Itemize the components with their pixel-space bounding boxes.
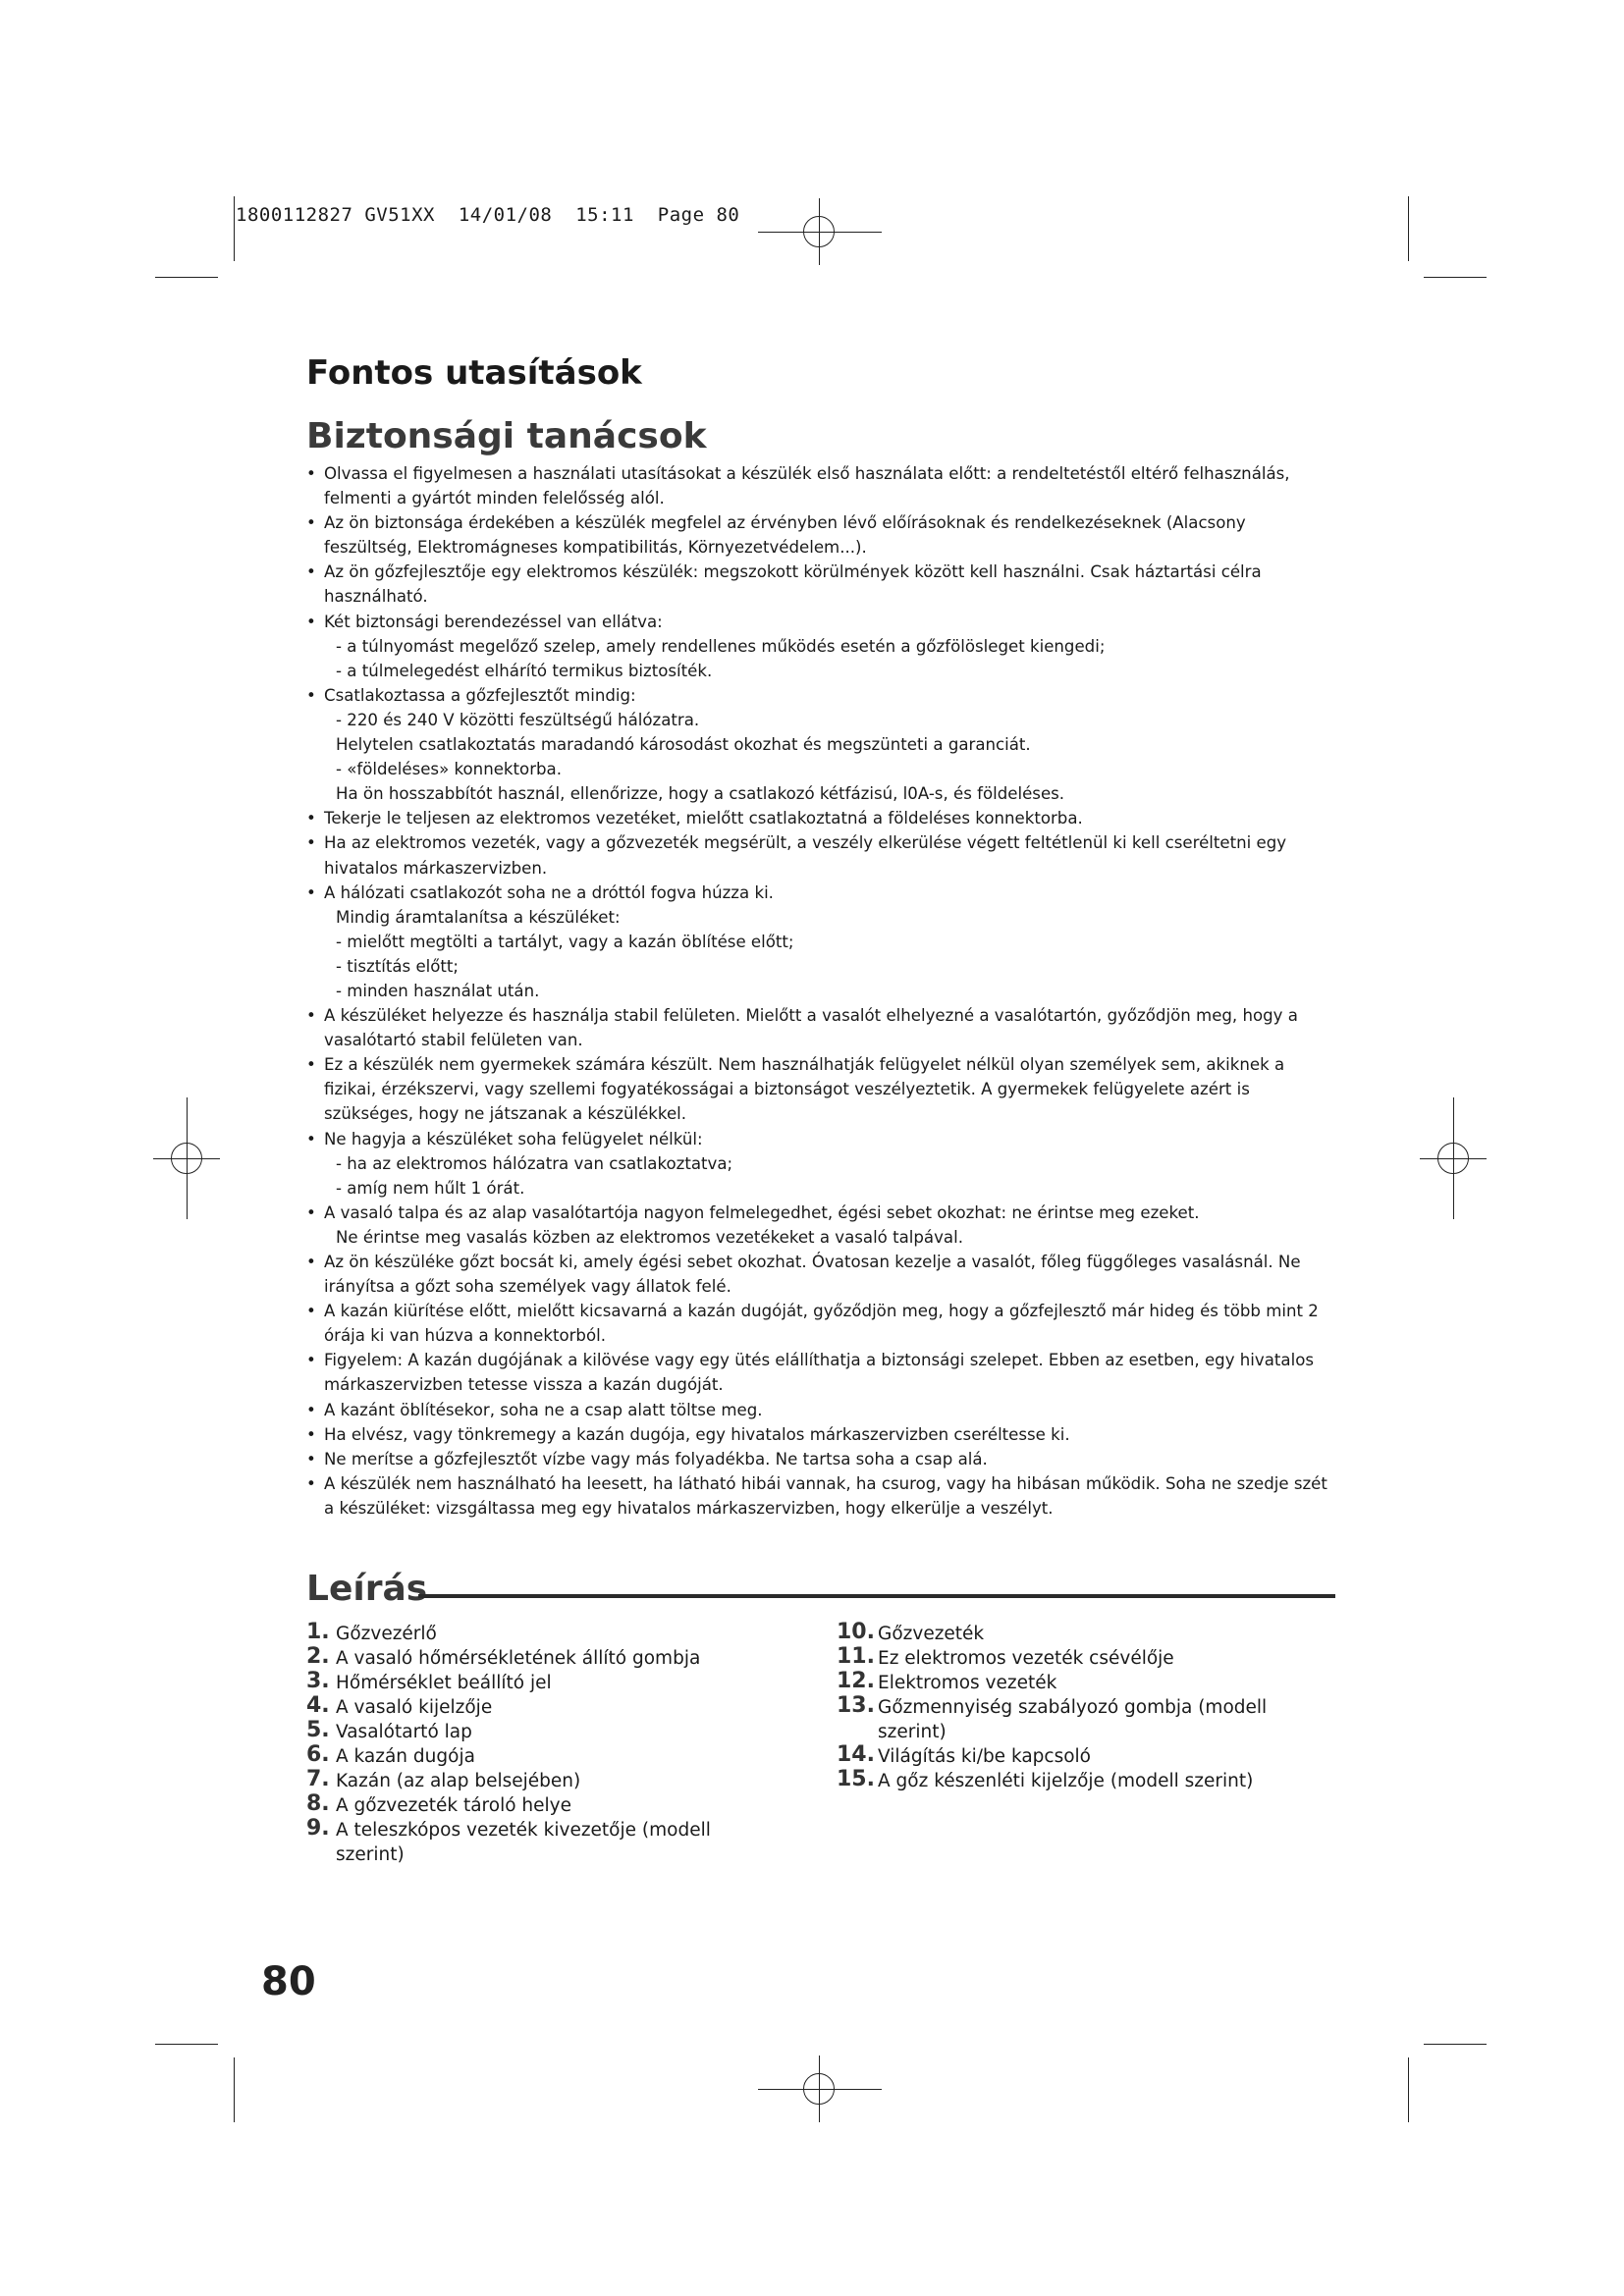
part-number: 7. bbox=[306, 1767, 330, 1791]
part-number: 5. bbox=[306, 1718, 330, 1742]
part-number: 14. bbox=[837, 1742, 875, 1767]
part-item bbox=[306, 1769, 746, 1793]
part-item bbox=[837, 1671, 1318, 1695]
crop-mark bbox=[234, 196, 235, 261]
safety-heading: Biztonsági tanácsok bbox=[306, 416, 707, 456]
part-item bbox=[837, 1744, 1318, 1769]
safety-bullet: • Figyelem: A kazán dugójának a kilövése vagy egy ütés elállíthatja a biztonsági szelepet. Ebben az esetben, egy hivatalos márkaszervizben tetesse vissza a kazán dugóját. bbox=[306, 1348, 1327, 1397]
safety-bullet: • Az ön készüléke gőzt bocsát ki, amely égési sebet okozhat. Óvatosan kezelje a vasalót, főleg függőleges vasalásnál. Ne irányítsa a gőzt soha személyek vagy állatok felé. bbox=[306, 1250, 1327, 1299]
safety-subline: - 220 és 240 V közötti feszültségű hálózatra. bbox=[336, 710, 700, 729]
description-header bbox=[306, 1569, 1337, 1618]
part-label: A vasaló kijelzője bbox=[336, 1697, 493, 1718]
crop-mark bbox=[1408, 2057, 1409, 2122]
safety-subline: Ne érintse meg vasalás közben az elektromos vezetékeket a vasaló talpával. bbox=[336, 1227, 963, 1247]
part-label: Gőzvezeték bbox=[878, 1624, 985, 1644]
safety-bullet: • Csatlakoztassa a gőzfejlesztőt mindig: bbox=[306, 683, 1327, 708]
crop-mark bbox=[155, 277, 218, 278]
safety-subline: - tisztítás előtt; bbox=[336, 956, 460, 976]
part-item bbox=[306, 1622, 746, 1646]
part-number: 4. bbox=[306, 1693, 330, 1718]
part-number: 1. bbox=[306, 1620, 330, 1644]
part-label: Hőmérséklet beállító jel bbox=[336, 1673, 552, 1693]
safety-bullet: • Két biztonsági berendezéssel van ellátva: bbox=[306, 610, 1327, 634]
part-item bbox=[306, 1720, 746, 1744]
part-number: 12. bbox=[837, 1669, 875, 1693]
print-slug: 1800112827 GV51XX 14/01/08 15:11 Page 80 bbox=[236, 204, 740, 226]
part-number: 11. bbox=[837, 1644, 875, 1669]
part-item bbox=[837, 1646, 1318, 1671]
safety-subline: - amíg nem hűlt 1 órát. bbox=[336, 1178, 525, 1198]
safety-subline: - mielőtt megtölti a tartályt, vagy a kazán öblítése előtt; bbox=[336, 932, 794, 951]
safety-bullet: • A készüléket helyezze és használja stabil felületen. Mielőtt a vasalót elhelyezné a vasalótartón, győződjön meg, hogy a vasalótartó stabil felületen van. bbox=[306, 1003, 1327, 1052]
safety-bullet: • A kazán kiürítése előtt, mielőtt kicsavarná a kazán dugóját, győződjön meg, hogy a gőzfejlesztő már hideg és több mint 2 órája ki van húzva a konnektorból. bbox=[306, 1299, 1327, 1348]
part-number: 15. bbox=[837, 1767, 875, 1791]
crop-mark bbox=[155, 2044, 218, 2045]
part-number: 8. bbox=[306, 1791, 330, 1816]
part-item bbox=[306, 1793, 746, 1818]
safety-subline: - a túlnyomást megelőző szelep, amely rendellenes működés esetén a gőzfölösleget kiengedi; bbox=[336, 636, 1106, 656]
safety-bullet: • A készülék nem használható ha leesett, ha látható hibái vannak, ha csurog, vagy ha hibásan működik. Soha ne szedje szét a készüléket: vizsgáltassa meg egy hivatalos márkaszervizben, hogy elkerülje a veszélyt. bbox=[306, 1471, 1327, 1521]
crop-mark bbox=[1424, 277, 1487, 278]
part-label: Ez elektromos vezeték csévélője bbox=[878, 1648, 1174, 1669]
part-item bbox=[837, 1695, 1318, 1744]
safety-subline: - ha az elektromos hálózatra van csatlakoztatva; bbox=[336, 1153, 733, 1173]
safety-subline: - «földeléses» konnektorba. bbox=[336, 760, 562, 779]
part-item bbox=[306, 1646, 746, 1671]
part-number: 3. bbox=[306, 1669, 330, 1693]
part-label: Gőzvezérlő bbox=[336, 1624, 437, 1644]
part-item bbox=[306, 1671, 746, 1695]
page-title: Fontos utasítások bbox=[306, 353, 642, 393]
safety-bullet: • Ha elvész, vagy tönkremegy a kazán dugója, egy hivatalos márkaszervizben cseréltesse ki. bbox=[306, 1422, 1327, 1447]
part-label: Világítás ki/be kapcsoló bbox=[878, 1746, 1092, 1767]
safety-subline: Helytelen csatlakoztatás maradandó károsodást okozhat és megszünteti a garanciát. bbox=[336, 735, 1031, 755]
part-number: 13. bbox=[837, 1693, 875, 1718]
part-label: A gőzvezeték tároló helye bbox=[336, 1795, 571, 1816]
description-heading: Leírás bbox=[306, 1569, 428, 1609]
part-item bbox=[306, 1744, 746, 1769]
part-label: A teleszkópos vezeték kivezetője (modell szerint) bbox=[336, 1820, 711, 1865]
part-label: Gőzmennyiség szabályozó gombja (modell szerint) bbox=[878, 1697, 1268, 1742]
safety-bullet: • A vasaló talpa és az alap vasalótartója nagyon felmelegedhet, égési sebet okozhat: ne érintse meg ezeket. bbox=[306, 1201, 1327, 1225]
safety-subline: Mindig áramtalanítsa a készüléket: bbox=[336, 907, 621, 927]
page-number: 80 bbox=[261, 1959, 316, 2004]
part-item bbox=[306, 1695, 746, 1720]
safety-bullet: • A kazánt öblítésekor, soha ne a csap alatt töltse meg. bbox=[306, 1398, 1327, 1422]
part-number: 2. bbox=[306, 1644, 330, 1669]
part-item bbox=[837, 1622, 1318, 1646]
safety-bullet: • Ez a készülék nem gyermekek számára készült. Nem használhatják felügyelet nélkül olyan személyek sem, akiknek a fizikai, érzékszervi, vagy szellemi fogyatékosságai a biztonságot veszélyeztetik. A gyermekek felügyelete azért is szükséges, hogy ne játszanak a készülékkel. bbox=[306, 1052, 1327, 1126]
part-number: 6. bbox=[306, 1742, 330, 1767]
crop-mark bbox=[1408, 196, 1409, 261]
safety-bullet: • Az ön gőzfejlesztője egy elektromos készülék: megszokott körülmények között kell használni. Csak háztartási célra használható. bbox=[306, 560, 1327, 609]
safety-bullet: • Olvassa el figyelmesen a használati utasításokat a készülék első használata előtt: a rendeltetéstől eltérő felhasználás, felmenti a gyártót minden felelősség alól. bbox=[306, 461, 1327, 510]
safety-subline: Ha ön hosszabbítót használ, ellenőrizze, hogy a csatlakozó kétfázisú, l0A-s, és földeléses. bbox=[336, 784, 1065, 804]
part-label: Kazán (az alap belsejében) bbox=[336, 1771, 581, 1791]
part-label: Vasalótartó lap bbox=[336, 1722, 472, 1742]
safety-bullet: • Ne merítse a gőzfejlesztőt vízbe vagy más folyadékba. Ne tartsa soha a csap alá. bbox=[306, 1447, 1327, 1471]
part-number: 10. bbox=[837, 1620, 875, 1644]
safety-bullet: • Tekerje le teljesen az elektromos vezetéket, mielőtt csatlakoztatná a földeléses konnektorba. bbox=[306, 806, 1327, 830]
part-label: A gőz készenléti kijelzője (modell szerint) bbox=[878, 1771, 1254, 1791]
safety-list bbox=[306, 461, 1327, 1521]
crop-mark bbox=[1424, 2044, 1487, 2045]
safety-bullet: • A hálózati csatlakozót soha ne a dróttól fogva húzza ki. bbox=[306, 881, 1327, 905]
safety-bullet: • Ne hagyja a készüléket soha felügyelet nélkül: bbox=[306, 1127, 1327, 1151]
part-label: A vasaló hőmérsékletének állító gombja bbox=[336, 1648, 701, 1669]
safety-subline: - a túlmelegedést elhárító termikus biztosíték. bbox=[336, 661, 713, 680]
part-label: A kazán dugója bbox=[336, 1746, 475, 1767]
safety-bullet: • Az ön biztonsága érdekében a készülék megfelel az érvényben lévő előírásoknak és rendelkezéseknek (Alacsony feszültség, Elektromágneses kompatibilitás, Környezetvédelem...). bbox=[306, 510, 1327, 560]
parts-list-left bbox=[306, 1622, 746, 1867]
part-item bbox=[837, 1769, 1318, 1793]
safety-subline: - minden használat után. bbox=[336, 981, 540, 1000]
heading-rule bbox=[418, 1594, 1335, 1598]
parts-list-right bbox=[837, 1622, 1318, 1793]
safety-bullet: • Ha az elektromos vezeték, vagy a gőzvezeték megsérült, a veszély elkerülése végett feltétlenül ki kell cseréltetni egy hivatalos márkaszervizben. bbox=[306, 830, 1327, 880]
part-label: Elektromos vezeték bbox=[878, 1673, 1057, 1693]
crop-mark bbox=[234, 2057, 235, 2122]
part-number: 9. bbox=[306, 1816, 330, 1841]
part-item bbox=[306, 1818, 746, 1867]
